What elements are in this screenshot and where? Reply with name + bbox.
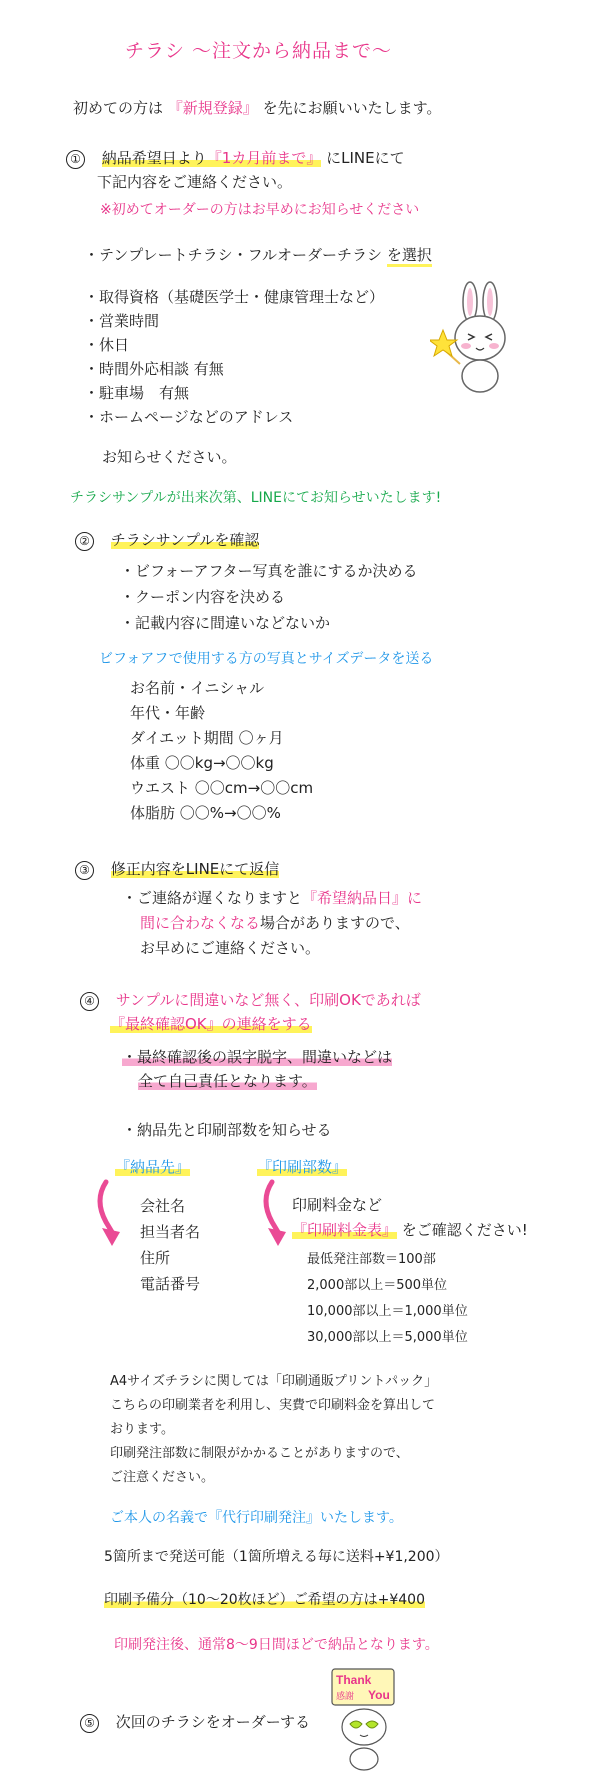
template-choice-text: ・テンプレートチラシ・フルオーダーチラシ bbox=[84, 246, 383, 264]
step4-heading1 bbox=[80, 990, 421, 1011]
step3-line2-post: 場合がありますので、 bbox=[260, 914, 410, 932]
step1-item: ・ホームページなどのアドレス bbox=[84, 408, 294, 426]
sign-kanji: 感謝 bbox=[336, 1691, 355, 1701]
print-title bbox=[257, 1157, 347, 1177]
warning-line2 bbox=[138, 1071, 317, 1091]
sign-thank: Thank bbox=[336, 1673, 372, 1687]
page-title: チラシ 〜注文から納品まで〜 bbox=[125, 40, 393, 62]
delivery-item: 担当者名 bbox=[140, 1223, 201, 1241]
photo-data-item: 体重 〇〇kg→〇〇kg bbox=[130, 754, 274, 772]
delivery-item: 電話番号 bbox=[140, 1275, 201, 1293]
delivery-item: 住所 bbox=[140, 1249, 171, 1267]
step3-number: ③ bbox=[75, 861, 94, 880]
photo-data-item: 体脂肪 〇〇%→〇〇% bbox=[130, 804, 281, 822]
photo-data-item: お名前・イニシャル bbox=[130, 679, 265, 697]
print-link-post: をご確認ください! bbox=[401, 1221, 528, 1239]
step5-text: 次回のチラシをオーダーする bbox=[115, 1713, 311, 1731]
desired-date: 『希望納品日』に bbox=[302, 889, 423, 907]
intro-line bbox=[73, 98, 441, 118]
step4-heading1-text: サンプルに間違いなど無く、印刷OKであれば bbox=[115, 991, 421, 1009]
shipping-note: 5箇所まで発送可能（1箇所増える毎に送料+¥1,200） bbox=[104, 1549, 449, 1565]
print-title-text: 『印刷部数』 bbox=[257, 1158, 348, 1176]
thank-you-illustration bbox=[326, 1667, 406, 1771]
step2-item: ・クーポン内容を決める bbox=[120, 588, 286, 606]
step4-heading2 bbox=[110, 1014, 312, 1034]
step1-line1-post: にLINEにて bbox=[326, 149, 405, 167]
step1-closing: お知らせください。 bbox=[102, 448, 237, 466]
step1-line1-pre: 納品希望日より bbox=[101, 149, 207, 167]
rabbit-illustration bbox=[430, 280, 530, 400]
warning-line1-text: ・最終確認後の誤字脱字、間違いなどは bbox=[122, 1048, 393, 1066]
step5-line bbox=[80, 1712, 310, 1733]
step2-item: ・ビフォーアフター写真を誰にするか決める bbox=[120, 562, 418, 580]
warning-line2-text: 全て自己責任となります。 bbox=[138, 1072, 317, 1090]
step5-number: ⑤ bbox=[80, 1714, 99, 1733]
intro-pre: 初めての方は bbox=[73, 99, 164, 117]
sample-ready-note: チラシサンプルが出来次第、LINEにてお知らせいたします! bbox=[70, 490, 442, 506]
too-late-text: 間に合わなくなる bbox=[140, 914, 261, 932]
photo-data-note: ビフォアフで使用する方の写真とサイズデータを送る bbox=[99, 651, 434, 667]
step3-line2 bbox=[140, 913, 410, 933]
delivery-title bbox=[115, 1157, 190, 1177]
step1-deadline: 『1カ月前まで』 bbox=[206, 149, 322, 167]
print-intro: 印刷料金など bbox=[292, 1196, 383, 1214]
agency-note: ご本人の名義で『代行印刷発注』いたします。 bbox=[110, 1510, 403, 1526]
step3-heading-text: 修正内容をLINEにて返信 bbox=[110, 860, 280, 878]
register-link[interactable]: 『新規登録』 bbox=[167, 99, 258, 117]
step1-item: ・時間外応相談 有無 bbox=[84, 360, 224, 378]
photo-data-item: ウエスト 〇〇cm→〇〇cm bbox=[130, 779, 314, 797]
step1-item: ・駐車場 有無 bbox=[84, 384, 190, 402]
step3-line1-pre: ・ご連絡が遅くなりますと bbox=[122, 889, 303, 907]
step1-number: ① bbox=[66, 150, 85, 169]
a4-note-line: 印刷発注部数に制限がかかることがありますので、 bbox=[110, 1446, 409, 1461]
step2-number: ② bbox=[75, 532, 94, 551]
a4-note-line: こちらの印刷業者を利用し、実費で印刷料金を算出して bbox=[110, 1398, 436, 1413]
print-price-line bbox=[292, 1220, 528, 1240]
step1-item: ・取得資格（基礎医学士・健康管理士など） bbox=[84, 288, 385, 306]
step2-item: ・記載内容に間違いなどないか bbox=[120, 614, 331, 632]
print-rate: 最低発注部数＝100部 bbox=[307, 1252, 436, 1267]
print-rate: 10,000部以上＝1,000単位 bbox=[307, 1304, 468, 1319]
step1-note: ※初めてオーダーの方はお早めにお知らせください bbox=[100, 202, 420, 218]
delivery-item: 会社名 bbox=[140, 1197, 186, 1215]
delivery-time-note: 印刷発注後、通常8〜9日間ほどで納品となります。 bbox=[114, 1637, 439, 1653]
step1-item: ・休日 bbox=[84, 336, 130, 354]
step1-line2: 下記内容をご連絡ください。 bbox=[97, 173, 293, 191]
select-highlight: を選択 bbox=[387, 246, 432, 267]
spare-note bbox=[104, 1590, 425, 1610]
final-ok-text: 『最終確認OK』の連絡をする bbox=[110, 1015, 312, 1033]
spare-note-text: 印刷予備分（10〜20枚ほど）ご希望の方は+¥400 bbox=[104, 1592, 425, 1608]
print-rate: 2,000部以上＝500単位 bbox=[307, 1278, 448, 1293]
price-table-link[interactable]: 『印刷料金表』 bbox=[292, 1221, 398, 1239]
a4-note-line: ご注意ください。 bbox=[110, 1470, 215, 1485]
step2-heading bbox=[75, 530, 259, 551]
step1-line1 bbox=[66, 148, 405, 169]
warning-line1 bbox=[122, 1047, 392, 1067]
step2-heading-text: チラシサンプルを確認 bbox=[110, 531, 260, 549]
sign-you: You bbox=[368, 1688, 390, 1702]
intro-post: を先にお願いいたします。 bbox=[262, 99, 442, 117]
step4-number: ④ bbox=[80, 992, 99, 1011]
photo-data-item: ダイエット期間 〇ヶ月 bbox=[130, 729, 284, 747]
step3-heading bbox=[75, 859, 279, 880]
notify-line: ・納品先と印刷部数を知らせる bbox=[122, 1121, 332, 1139]
photo-data-item: 年代・年齢 bbox=[130, 704, 206, 722]
curved-arrow-icon bbox=[258, 1178, 298, 1252]
template-choice bbox=[84, 245, 432, 265]
curved-arrow-icon bbox=[92, 1178, 132, 1252]
step1-item: ・営業時間 bbox=[84, 312, 160, 330]
print-rate: 30,000部以上＝5,000単位 bbox=[307, 1330, 468, 1345]
step3-line1 bbox=[122, 888, 422, 908]
a4-note-line: おります。 bbox=[110, 1422, 174, 1437]
delivery-title-text: 『納品先』 bbox=[115, 1158, 191, 1176]
step3-line3: お早めにご連絡ください。 bbox=[140, 939, 321, 957]
a4-note-line: A4サイズチラシに関しては「印刷通販プリントパック」 bbox=[110, 1374, 438, 1389]
